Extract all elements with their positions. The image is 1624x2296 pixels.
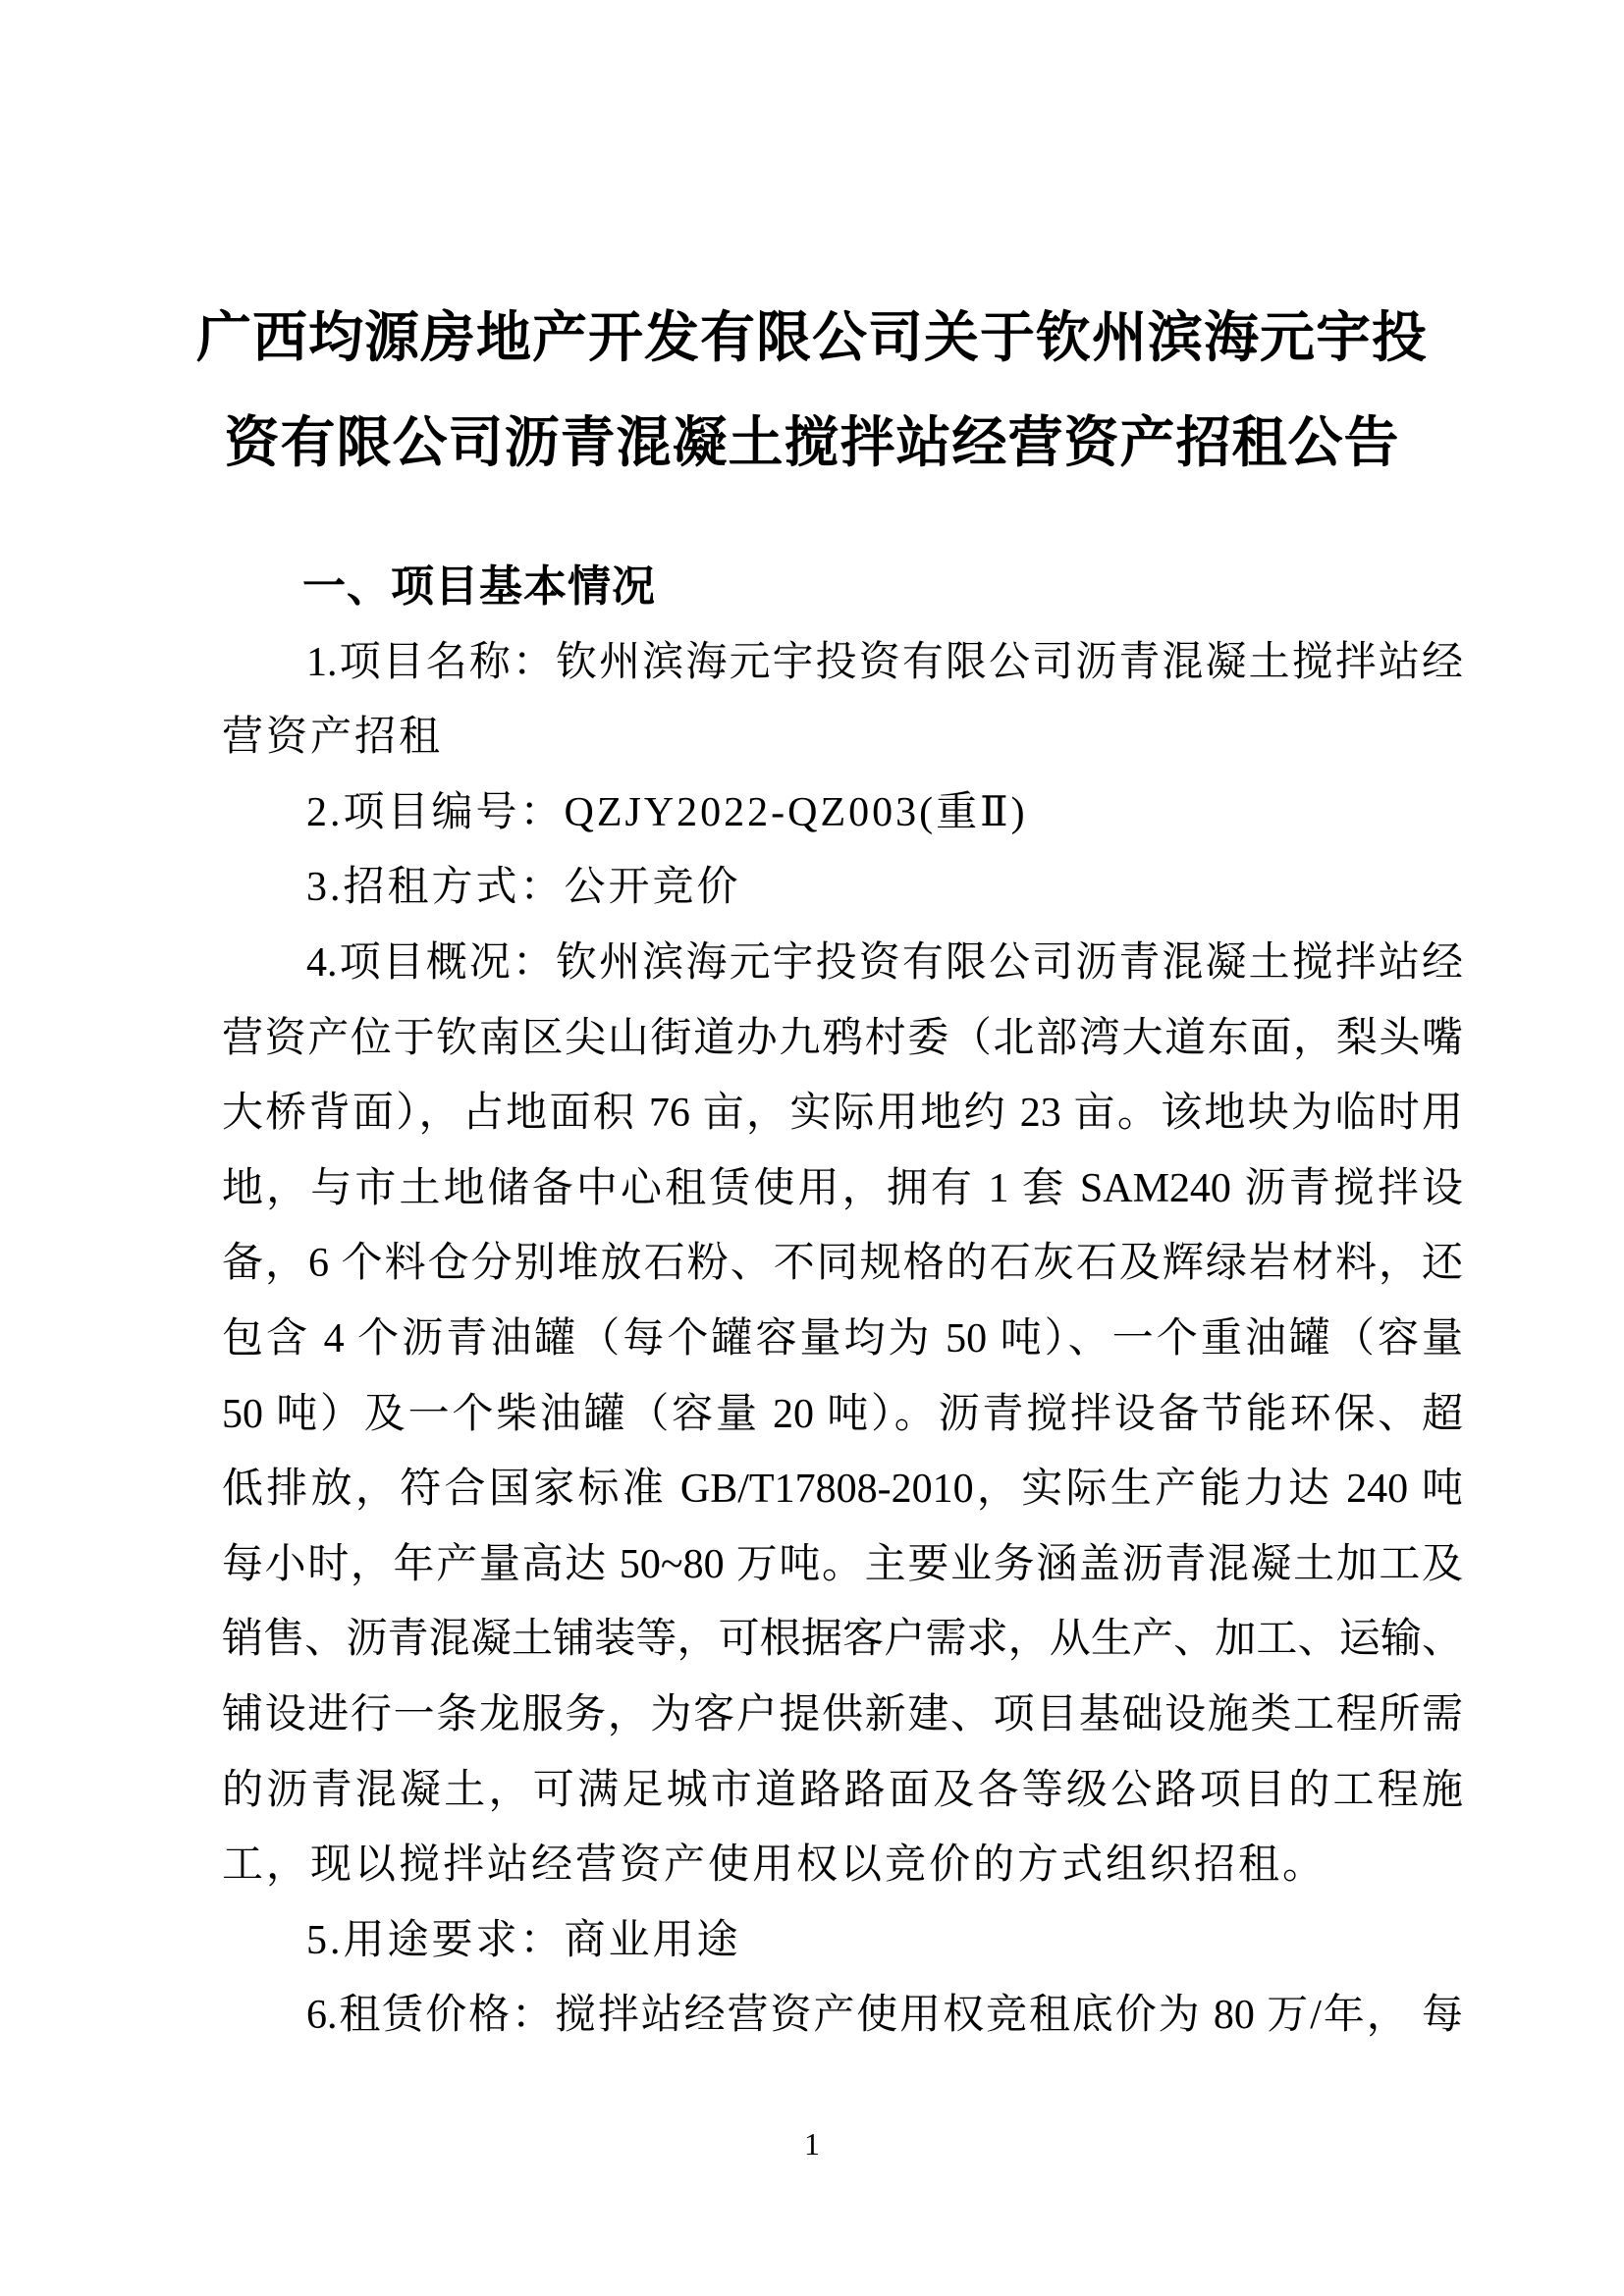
body-line: 营资产招租: [222, 715, 444, 761]
body-line: 5.用途要求：商业用途: [306, 1917, 741, 1963]
body-line: 每小时，年产量高达 50~80 万吨。主要业务涵盖沥青混凝土加工及: [222, 1541, 1463, 1587]
body-line: 销售、沥青混凝土铺装等，可根据客户需求，从生产、加工、运输、: [222, 1617, 1463, 1663]
body-line: 包含 4 个沥青油罐（每个罐容量均为 50 吨）、一个重油罐（容量: [222, 1315, 1463, 1362]
body-line: 3.招租方式：公开竞价: [306, 865, 741, 911]
body-line: 低排放，符合国家标准 GB/T17808-2010，实际生产能力达 240 吨: [222, 1467, 1463, 1513]
body-line: 备，6 个料仓分别堆放石粉、不同规格的石灰石及辉绿岩材料，还: [222, 1241, 1463, 1287]
body-line: 2.项目编号：QZJY2022-QZ003(重Ⅱ): [306, 789, 1028, 835]
body-line: 6.租赁价格：搅拌站经营资产使用权竞租底价为 80 万/年， 每: [306, 1993, 1463, 2039]
document-body: [222, 550, 1463, 2054]
body-line: 工，现以搅拌站经营资产使用权以竞价的方式组织招租。: [222, 1842, 1327, 1889]
body-line: 1.项目名称：钦州滨海元宇投资有限公司沥青混凝土搅拌站经: [306, 639, 1463, 685]
body-line: 铺设进行一条龙服务，为客户提供新建、项目基础设施类工程所需: [222, 1691, 1463, 1737]
body-lines: [222, 625, 1463, 2054]
body-line: 的沥青混凝土，可满足城市道路路面及各等级公路项目的工程施: [222, 1767, 1463, 1813]
body-line: 4.项目概况：钦州滨海元宇投资有限公司沥青混凝土搅拌站经: [306, 939, 1463, 986]
body-line: 营资产位于钦南区尖山街道办九鸦村委（北部湾大道东面，梨头嘴: [222, 1015, 1463, 1061]
title-line-2: 资有限公司沥青混凝土搅拌站经营资产招租公告: [224, 413, 1400, 474]
page-number: 1: [804, 2126, 820, 2162]
body-line: 50 吨）及一个柴油罐（容量 20 吨）。沥青搅拌设备节能环保、超: [222, 1391, 1463, 1437]
document-title: [108, 287, 1516, 497]
title-line-1: 广西均源房地产开发有限公司关于钦州滨海元宇投: [196, 308, 1428, 369]
body-line: 地，与市土地储备中心租赁使用，拥有 1 套 SAM240 沥青搅拌设: [222, 1165, 1463, 1211]
section-heading: 一、项目基本情况: [302, 562, 656, 611]
body-line: 大桥背面），占地面积 76 亩，实际用地约 23 亩。该地块为临时用: [222, 1091, 1463, 1137]
